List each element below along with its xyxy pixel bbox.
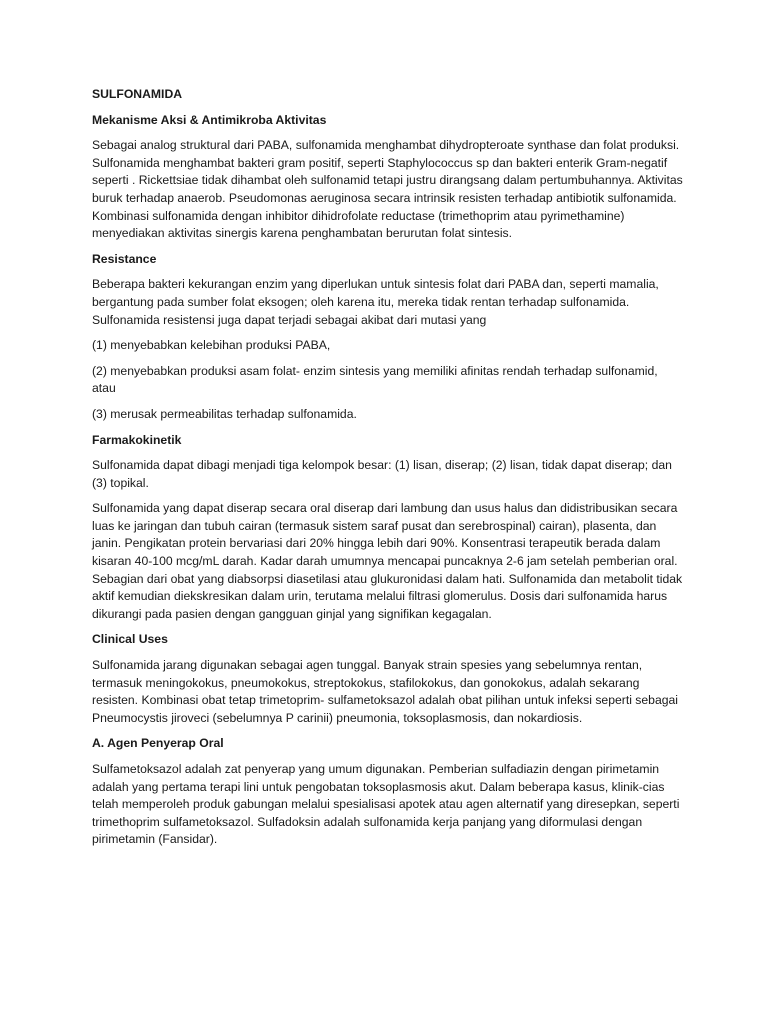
section-heading-pharmacokinetics: Farmakokinetik (92, 432, 182, 447)
section-heading-mechanism: Mekanisme Aksi & Antimikroba Aktivitas (92, 112, 327, 127)
paragraph-clinical-uses: Sulfonamida jarang digunakan sebagai agen tunggal. Banyak strain spesies yang sebelumnya rentan, termasuk meningokokus, pneumokokus, streptokokus, stafilokokus, dan gonokokus, adalah sekarang resisten. Kombinasi obat tetap trimetoprim- sulfametoksazol adalah obat pilihan untuk infeksi seperti sebagai Pneumocystis jiroveci (sebelumnya P carinii) pneumonia, toksoplasmosis, dan nokardiosis. (92, 658, 678, 725)
paragraph-mechanism: Sebagai analog struktural dari PABA, sulfonamida menghambat dihydropteroate synthase dan folat produksi. Sulfonamida menghambat bakteri gram positif, seperti Staphylococcus sp dan bakteri enterik Gram-negatif seperti . Rickettsiae tidak dihambat oleh sulfonamid tetapi justru dirangsang dalam pertumbuhannya. Aktivitas buruk terhadap anaerob. Pseudomonas aeruginosa secara intrinsik resisten terhadap antibiotik sulfonamida. Kombinasi sulfonamida dengan inhibitor dihidrofolate reductase (trimethoprim atau pyrimethamine) menyediakan aktivitas sinergis karena penghambatan berurutan folat sintesis. (92, 138, 683, 241)
section-heading-resistance: Resistance (92, 251, 157, 266)
document-title: SULFONAMIDA (92, 87, 183, 101)
section-heading-oral-agents: A. Agen Penyerap Oral (92, 736, 224, 751)
paragraph-resistance-item-2: (2) menyebabkan produksi asam folat- enzim sintesis yang memiliki afinitas rendah terhadap sulfonamid, atau (92, 363, 658, 396)
document-page (92, 86, 684, 857)
paragraph-pharmacokinetics-absorption: Sulfonamida yang dapat diserap secara oral diserap dari lambung dan usus halus dan didistribusikan secara luas ke jaringan dan tubuh cairan (termasuk sistem saraf pusat dan serebrospinal) cairan), plasenta, dan janin. Pengikatan protein bervariasi dari 20% hingga lebih dari 90%. Konsentrasi terapeutik berada dalam kisaran 40-100 mcg/mL darah. Kadar darah umumnya mencapai puncaknya 2-6 jam setelah pemberian oral. Sebagian dari obat yang diabsorpsi diasetilasi atau glukuronidasi dalam hati. Sulfonamida dan metabolit tidak aktif kemudian diekskresikan dalam urin, terutama melalui filtrasi glomerulus. Dosis dari sulfonamida harus dikurangi pada pasien dengan gangguan ginjal yang signifikan kegagalan. (92, 501, 683, 621)
paragraph-resistance-item-1: (1) menyebabkan kelebihan produksi PABA, (92, 338, 331, 353)
paragraph-resistance-item-3: (3) merusak permeabilitas terhadap sulfonamida. (92, 406, 357, 421)
section-heading-clinical-uses: Clinical Uses (92, 632, 168, 647)
paragraph-resistance-intro: Beberapa bakteri kekurangan enzim yang diperlukan untuk sintesis folat dari PABA dan, seperti mamalia, bergantung pada sumber folat eksogen; oleh karena itu, mereka tidak rentan terhadap sulfonamida. Sulfonamida resistensi juga dapat terjadi sebagai akibat dari mutasi yang (92, 277, 659, 327)
paragraph-oral-agents: Sulfametoksazol adalah zat penyerap yang umum digunakan. Pemberian sulfadiazin dengan pirimetamin adalah yang pertama terapi lini untuk pengobatan toksoplasmosis akut. Dalam beberapa kasus, klinik-cias telah memperoleh produk gabungan melalui spesialisasi apotek atau agen alternatif yang diresepkan, seperti trimethoprim sulfametoksazol. Sulfadoksin adalah sulfonamida kerja panjang yang diformulasi dengan pirimetamin (Fansidar). (92, 762, 680, 847)
paragraph-pharmacokinetics-groups: Sulfonamida dapat dibagi menjadi tiga kelompok besar: (1) lisan, diserap; (2) lisan, tidak dapat diserap; dan (3) topikal. (92, 458, 672, 490)
